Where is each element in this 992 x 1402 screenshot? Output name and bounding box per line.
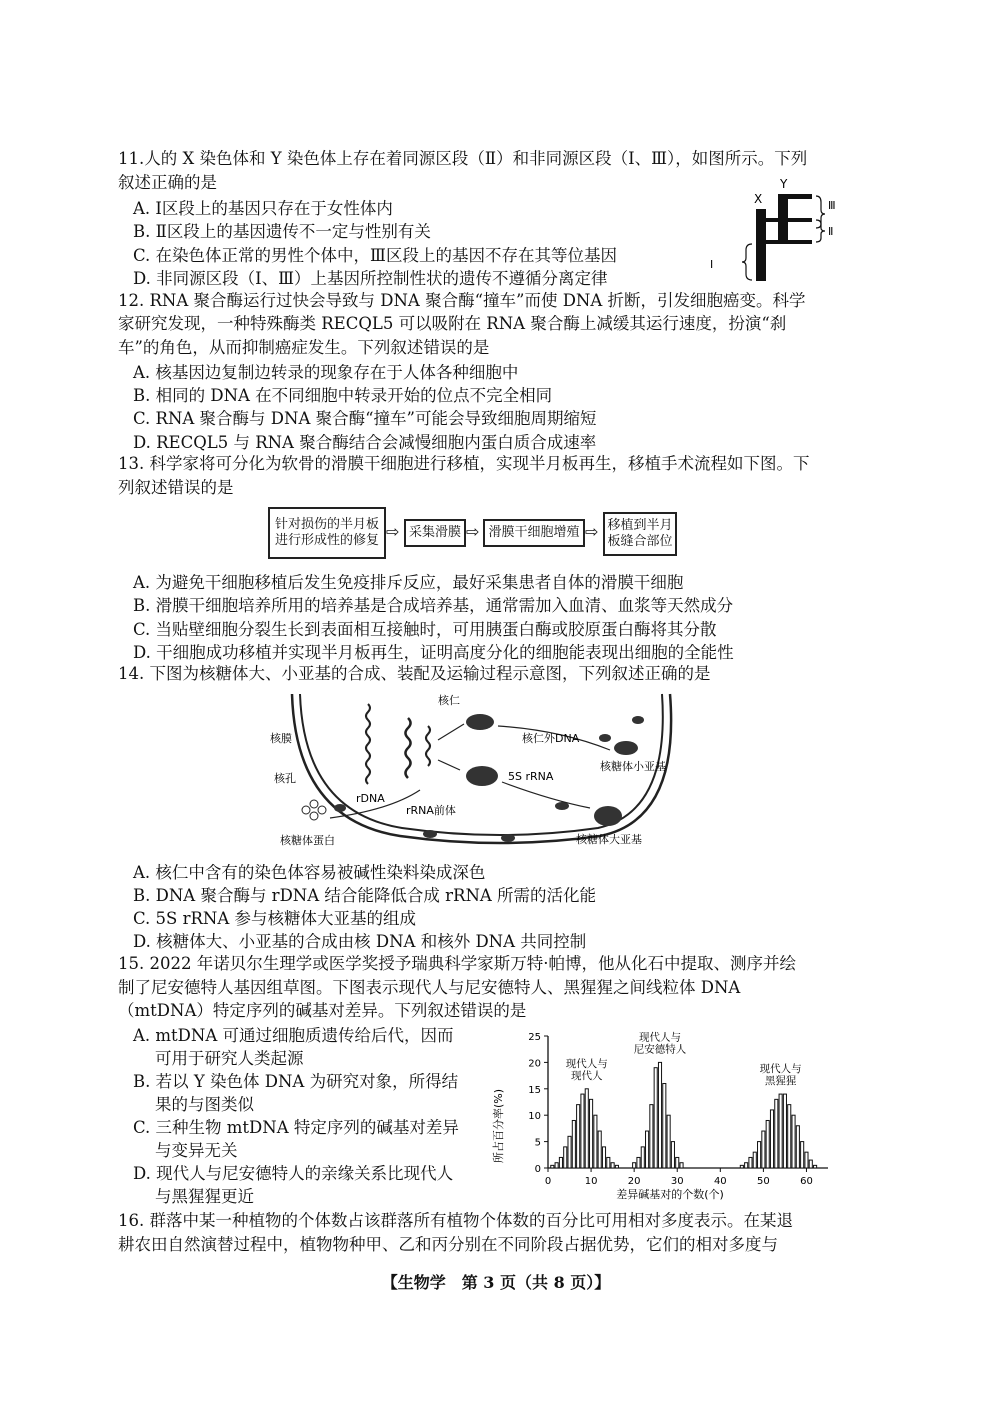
chart-bar — [809, 1160, 812, 1168]
chart-bar — [551, 1165, 554, 1168]
x-label: X — [754, 192, 763, 206]
q15-option-c-line2: 与变异无关 — [155, 1141, 238, 1160]
chart-bar — [594, 1115, 597, 1168]
label-large-subunit: 核糖体大亚基 — [576, 833, 642, 846]
chart-bar — [676, 1157, 679, 1168]
q11-option-c: C. 在染色体正常的男性个体中，Ⅲ区段上的基因不存在其等位基因 — [133, 246, 617, 265]
label-ribosomal-protein: 核糖体蛋白 — [280, 834, 335, 847]
chart-bar — [650, 1105, 653, 1168]
large-subunit-icon — [594, 806, 622, 826]
q13-option-b: B. 滑膜干细胞培养所用的培养基是合成培养基，通常需加入血清、血浆等天然成分 — [133, 596, 734, 615]
q15-option-b-line2: 果的与图类似 — [155, 1095, 254, 1114]
label-small-subunit: 核糖体小亚基 — [600, 760, 666, 773]
label-extranucleolar-dna: 核仁外DNA — [522, 732, 580, 745]
q15-option-d-line2: 与黑猩猩更近 — [155, 1187, 254, 1206]
label-nuclear-membrane: 核膜 — [270, 732, 292, 745]
flow-step-1: 针对损伤的半月板进行形成性的修复 — [268, 507, 386, 559]
chart-series-label: 现代人与 — [565, 1057, 608, 1070]
chart-bar — [581, 1094, 584, 1168]
q15-stem-line2: 制了尼安德特人基因组草图。下图表示现代人与尼安德特人、黑猩猩之间线粒体 DNA — [118, 978, 741, 997]
q11-stem-line2: 叙述正确的是 — [118, 173, 217, 192]
chart-bar — [792, 1115, 795, 1168]
q12-stem-line2: 家研究发现，一种特殊酶类 RECQL5 可以吸附在 RNA 聚合酶上减缓其运行速度，扮演“刹 — [118, 314, 787, 333]
ribosomal-protein-icon — [310, 800, 318, 808]
q11-option-d: D. 非同源区段（Ⅰ、Ⅲ）上基因所控制性状的遗传不遵循分离定律 — [133, 269, 608, 288]
ribosome-assembly-figure — [270, 690, 690, 850]
chart-bar — [680, 1163, 683, 1168]
chart-bar — [602, 1147, 605, 1168]
chart-bar — [633, 1163, 636, 1168]
chart-series-label: 现代人与 — [639, 1031, 681, 1044]
q14-option-a: A. 核仁中含有的染色体容易被碱性染料染成深色 — [133, 863, 486, 882]
chart-bar — [598, 1131, 601, 1168]
chart-bar — [663, 1084, 666, 1168]
chart-bar — [745, 1163, 748, 1168]
chart-bar — [749, 1157, 752, 1168]
q13-stem-line2: 列叙述错误的是 — [118, 478, 234, 497]
label-rdna: rDNA — [356, 792, 385, 805]
flow-arrow-icon: ⇨ — [585, 522, 599, 541]
chart-y-axis-label: 所占百分率(%) — [492, 1088, 505, 1164]
chart-bar — [762, 1131, 765, 1168]
chart-bar — [555, 1163, 558, 1168]
chart-series-label: 黑猩猩 — [764, 1075, 797, 1088]
chart-bar — [671, 1142, 674, 1168]
chart-bar — [788, 1105, 791, 1168]
chart-bar — [637, 1157, 640, 1168]
small-subunit-icon — [614, 741, 638, 755]
q15-option-c-line1: C. 三种生物 mtDNA 特定序列的碱基对差异 — [133, 1118, 459, 1137]
region-iii-label: Ⅲ — [828, 199, 836, 212]
q14-option-d: D. 核糖体大、小亚基的合成由核 DNA 和核外 DNA 共同控制 — [133, 932, 587, 951]
chart-bar — [611, 1163, 614, 1168]
chart-x-tick-label: 50 — [757, 1176, 770, 1187]
chart-bar — [758, 1142, 761, 1168]
chart-y-tick-label: 15 — [528, 1084, 541, 1096]
q12-option-b: B. 相同的 DNA 在不同细胞中转录开始的位点不完全相同 — [133, 386, 553, 405]
flow-step-3: 滑膜干细胞增殖 — [483, 519, 585, 547]
q12-option-c: C. RNA 聚合酶与 DNA 聚合酶“撞车”可能会导致细胞周期缩短 — [133, 409, 597, 428]
chart-bar — [564, 1147, 567, 1168]
chart-bar — [572, 1120, 575, 1168]
q11-option-b: B. Ⅱ区段上的基因遗传不一定与性别有关 — [133, 222, 431, 241]
q12-option-d: D. RECQL5 与 RNA 聚合酶结合会减慢细胞内蛋白质合成速率 — [133, 433, 597, 452]
q15-option-b-line1: B. 若以 Y 染色体 DNA 为研究对象，所得结 — [133, 1072, 459, 1091]
label-rrna-precursor: rRNA前体 — [406, 804, 456, 817]
q15-option-d-line1: D. 现代人与尼安德特人的亲缘关系比现代人 — [133, 1164, 454, 1183]
nuclear-pore-icon — [423, 830, 437, 838]
q15-option-a-line2: 可用于研究人类起源 — [155, 1049, 304, 1068]
q13-option-d: D. 干细胞成功移植并实现半月板再生，证明高度分化的细胞能表现出细胞的全能性 — [133, 643, 734, 662]
chart-x-tick-label: 30 — [670, 1176, 684, 1187]
q16-stem-line1: 16. 群落中某一种植物的个体数占该群落所有植物个体数的百分比可用相对多度表示。在某退 — [118, 1211, 793, 1230]
chart-series-label: 现代人与 — [759, 1063, 802, 1076]
chart-bar — [667, 1115, 670, 1168]
page-footer: 【生物学 第 3 页（共 8 页）】 — [381, 1273, 611, 1292]
nuclear-pore-icon — [501, 834, 515, 842]
q14-option-c: C. 5S rRNA 参与核糖体大亚基的组成 — [133, 909, 416, 928]
chart-series-label: 现代人 — [571, 1069, 603, 1082]
chart-series-label: 尼安德特人 — [633, 1043, 687, 1056]
chart-bar — [801, 1142, 804, 1168]
chart-bar — [805, 1152, 808, 1168]
q15-stem-line1: 15. 2022 年诺贝尔生理学或医学奖授予瑞典科学家斯万特·帕博，他从化石中提取、测序并绘 — [118, 954, 796, 973]
q13-option-c: C. 当贴壁细胞分裂生长到表面相互接触时，可用胰蛋白酶或胶原蛋白酶将其分散 — [133, 620, 717, 639]
flow-arrow-icon: ⇨ — [386, 522, 400, 541]
flow-arrow-icon: ⇨ — [466, 522, 480, 541]
chart-bar — [658, 1062, 661, 1168]
chart-x-tick-label: 20 — [627, 1176, 641, 1187]
chart-bar — [775, 1099, 778, 1168]
q12-option-a: A. 核基因边复制边转录的现象存在于人体各种细胞中 — [133, 363, 519, 382]
q13-option-a: A. 为避免干细胞移植后发生免疫排斥反应，最好采集患者自体的滑膜干细胞 — [133, 573, 684, 592]
label-nucleolus: 核仁 — [438, 694, 460, 707]
region-ii-label: Ⅱ — [828, 225, 834, 238]
chart-x-tick-label: 40 — [713, 1176, 727, 1187]
chart-bar — [770, 1110, 773, 1168]
chart-bar — [814, 1165, 817, 1168]
q14-option-b: B. DNA 聚合酶与 rDNA 结合能降低合成 rRNA 所需的活化能 — [133, 886, 597, 905]
q15-stem-line3: （mtDNA）特定序列的碱基对差异。下列叙述错误的是 — [118, 1001, 527, 1020]
chart-bar — [615, 1165, 618, 1168]
q16-stem-line2: 耕农田自然演替过程中，植物物种甲、乙和丙分别在不同阶段占据优势，它们的相对多度与 — [118, 1235, 778, 1254]
chart-x-tick-label: 60 — [800, 1176, 813, 1187]
chart-bar — [740, 1165, 743, 1168]
q11-option-a: A. Ⅰ区段上的基因只存在于女性体内 — [133, 199, 393, 218]
q12-stem-line1: 12. RNA 聚合酶运行过快会导致与 DNA 聚合酶“撞车”而使 DNA 折断，引发细胞癌变。科学 — [118, 291, 806, 310]
chart-bar — [753, 1152, 756, 1168]
x-chromosome — [756, 209, 766, 281]
chart-bar — [654, 1068, 657, 1168]
chart-y-tick-label: 25 — [528, 1032, 541, 1043]
q13-stem-line1: 13. 科学家将可分化为软骨的滑膜干细胞进行移植，实现半月板再生，移植手术流程如下图。下 — [118, 454, 810, 473]
chart-bar — [783, 1094, 786, 1168]
q14-stem: 14. 下图为核糖体大、小亚基的合成、装配及运输过程示意图，下列叙述正确的是 — [118, 664, 711, 683]
chart-y-tick-label: 5 — [534, 1137, 541, 1149]
chart-x-axis-label: 差异碱基对的个数(个) — [616, 1188, 724, 1201]
chart-x-tick-label: 10 — [584, 1176, 598, 1187]
chart-bar — [766, 1120, 769, 1168]
nuclear-pore-icon — [334, 804, 346, 812]
nuclear-pore-icon — [599, 734, 611, 742]
label-5s-rrna: 5S rRNA — [508, 770, 554, 783]
small-subunit-inner-icon — [466, 714, 494, 730]
nuclear-pore-icon — [632, 716, 644, 724]
label-nuclear-pore: 核孔 — [274, 772, 296, 785]
chart-bar — [568, 1136, 571, 1168]
chart-y-tick-label: 10 — [528, 1111, 541, 1123]
chart-bar — [607, 1157, 610, 1168]
q12-stem-line3: 车”的角色，从而抑制癌症发生。下列叙述错误的是 — [118, 338, 490, 357]
q15-option-a-line1: A. mtDNA 可通过细胞质遗传给后代，因而 — [133, 1026, 454, 1045]
y-label: Y — [780, 177, 788, 191]
flow-step-2: 采集滑膜 — [404, 519, 466, 547]
large-subunit-inner-icon — [466, 766, 498, 786]
flow-step-4: 移植到半月板缝合部位 — [603, 512, 677, 556]
chart-bar — [577, 1105, 580, 1168]
chart-bar — [646, 1131, 649, 1168]
chart-x-tick-label: 0 — [544, 1176, 552, 1187]
xy-chromosome-figure — [700, 176, 860, 284]
chart-y-tick-label: 0 — [534, 1164, 541, 1175]
chart-bar — [779, 1094, 782, 1168]
region-i-label: Ⅰ — [710, 258, 714, 271]
chart-bar — [641, 1147, 644, 1168]
rdna-coil — [366, 704, 370, 784]
chart-y-tick-label: 20 — [528, 1058, 541, 1070]
chart-bar — [559, 1157, 562, 1168]
mtdna-difference-chart — [478, 1022, 848, 1202]
chart-bar — [796, 1126, 799, 1168]
chart-bar — [590, 1099, 593, 1168]
q11-stem-line1: 11.人的 X 染色体和 Y 染色体上存在着同源区段（Ⅱ）和非同源区段（Ⅰ、Ⅲ），如图所示。下列 — [118, 149, 808, 168]
chart-bar — [585, 1089, 588, 1168]
